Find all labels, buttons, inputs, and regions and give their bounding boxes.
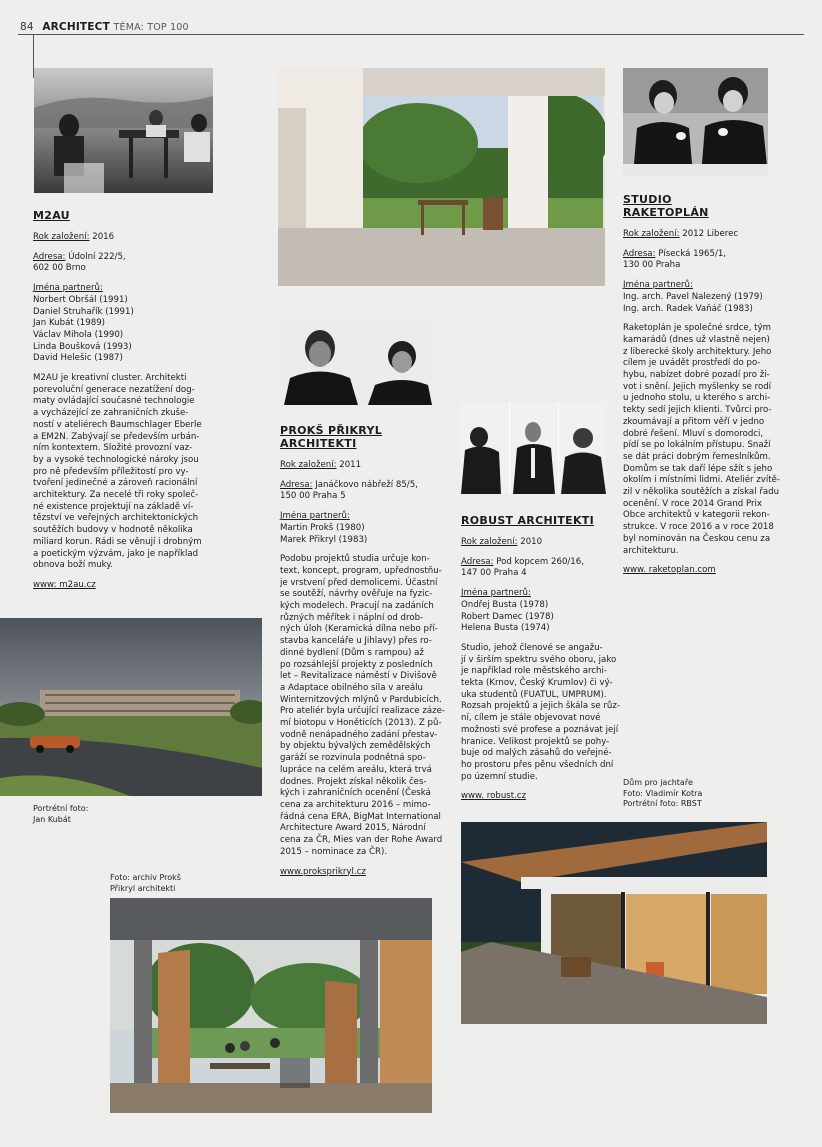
description-line: různých měřítek i náplní od drob- bbox=[280, 612, 424, 623]
partners-label: Jména partnerů: bbox=[280, 511, 350, 522]
partners-label: Jména partnerů: bbox=[33, 283, 103, 294]
website-link[interactable]: www.proksprikryl.cz bbox=[280, 866, 366, 877]
caption-line: Portrétní foto: bbox=[33, 804, 89, 813]
description-line: cena za ČR, Mies van der Rohe Award bbox=[280, 835, 443, 846]
description-line: možnosti své profese a poznávat její bbox=[461, 724, 619, 735]
partner-name: Helena Busta (1974) bbox=[461, 623, 550, 634]
studio-name-line: ARCHITEKTI bbox=[280, 437, 357, 450]
description-line: soutěžích budovy v hodnotě několika bbox=[33, 525, 193, 536]
address-label: Adresa: bbox=[461, 556, 494, 567]
description-line: Rozsah projektů a jejich škála se růz- bbox=[461, 701, 620, 712]
caption-line: Foto: Vladimír Kotra bbox=[623, 788, 703, 798]
proks-interior-photo bbox=[278, 68, 605, 286]
description-line: Architecture Award 2015, Národní bbox=[280, 823, 426, 834]
website-link[interactable]: www: m2au.cz bbox=[33, 579, 96, 590]
address-line: 147 00 Praha 4 bbox=[461, 568, 527, 579]
founded-label: Rok založení: bbox=[623, 229, 680, 239]
address-line: Písecká 1965/1, bbox=[658, 248, 727, 259]
section-title: TÉMA: TOP 100 bbox=[113, 22, 189, 33]
description-line: vot i snění. Jejich myšlenky se rodí bbox=[623, 381, 772, 392]
description-line: text, koncept, program, upřednostňu- bbox=[280, 565, 442, 576]
description-line: ných úloh (Keramická dílna nebo pří- bbox=[280, 624, 438, 635]
founded-label: Rok založení: bbox=[280, 460, 337, 470]
address-line: Pod kopcem 260/16, bbox=[496, 556, 584, 567]
address-block bbox=[623, 249, 808, 272]
founded-row bbox=[623, 229, 808, 241]
caption-line: Dům pro jachtaře bbox=[623, 778, 693, 787]
description-line: Studio, jehož členové se angažu- bbox=[461, 642, 603, 653]
founded-value: 2011 bbox=[339, 460, 362, 470]
description-line: cílem je uvádět prostředí do po- bbox=[623, 358, 761, 369]
description-line: ocenění. V roce 2014 Grand Prix bbox=[623, 498, 762, 509]
founded-label: Rok založení: bbox=[461, 537, 518, 547]
m2au-portrait-photo bbox=[34, 68, 213, 193]
partner-name: Daniel Struhařík (1991) bbox=[33, 306, 134, 317]
proks-photo-caption bbox=[110, 873, 181, 894]
description-line: u jednoho stolu, u kterého s archi- bbox=[623, 393, 771, 404]
founded-row bbox=[461, 537, 621, 549]
description-line: stavba kanceláře u Jihlavy) přes ro- bbox=[280, 636, 432, 647]
partner-name: Václav Mihola (1990) bbox=[33, 329, 124, 340]
founded-value: 2010 bbox=[520, 537, 543, 547]
founded-value: 2016 bbox=[92, 232, 115, 242]
partners-block bbox=[623, 280, 808, 315]
description-line: maty ovládající současné technologie bbox=[33, 396, 195, 407]
partner-name: Robert Damec (1978) bbox=[461, 611, 554, 622]
description-line: tvoření jedinečné a zároveň racionální bbox=[33, 478, 198, 489]
partners-label: Jména partnerů: bbox=[623, 280, 693, 291]
description-line: cena za architekturu 2016 – mimo- bbox=[280, 799, 431, 810]
studio-name-line: STUDIO bbox=[623, 193, 672, 206]
description-line: dodnes. Projekt získal několik čes- bbox=[280, 776, 427, 787]
address-line: 130 00 Praha bbox=[623, 260, 681, 271]
description-line: porevoluční generace nezatížení dog- bbox=[33, 384, 195, 395]
founded-value: 2012 Liberec bbox=[682, 229, 739, 239]
description-line: vodně nenápadného zadání přestav- bbox=[280, 729, 438, 740]
partners-label: Jména partnerů: bbox=[461, 588, 531, 599]
description-line: miliard korun. Rádi se věnují i drobným bbox=[33, 536, 202, 547]
description bbox=[280, 554, 460, 858]
description-line: a EM2N. Zabývají se především urbán- bbox=[33, 431, 200, 442]
proks-profile bbox=[280, 424, 460, 878]
address-label: Adresa: bbox=[623, 248, 656, 259]
description-line: pídí se po lokálním přístupu. Snaží bbox=[623, 440, 771, 451]
partners-block bbox=[280, 511, 460, 546]
partner-name: Jan Kubát (1989) bbox=[33, 318, 106, 329]
header-rule bbox=[18, 34, 804, 35]
description-line: a poetickým výzvám, jako je například bbox=[33, 548, 199, 559]
description-line: buje od malých zásahů do veřejné- bbox=[461, 748, 612, 759]
address-line: 602 00 Brno bbox=[33, 263, 86, 274]
description-line: Winternitzových mlýnů v Pardubicích. bbox=[280, 694, 442, 705]
description-line: a vycházející ze zahraničních zkuše- bbox=[33, 408, 189, 419]
description-line: řádná cena ERA, BigMat International bbox=[280, 811, 441, 822]
partner-name: Linda Boušková (1993) bbox=[33, 341, 132, 352]
description-line: by a vysoké technologické nároky jsou bbox=[33, 454, 199, 465]
caption-line: Přikryl architekti bbox=[110, 883, 176, 893]
description-line: se dát práci dobrým řemeslníkům. bbox=[623, 451, 771, 462]
raketoplan-profile bbox=[623, 193, 808, 577]
description-line: zkoumávají a přitom věří v jedno bbox=[623, 416, 765, 427]
address-line: 150 00 Praha 5 bbox=[280, 491, 346, 502]
description-line: byl nominován na Českou cenu za bbox=[623, 533, 771, 544]
description-line: ností v ateliérech Baumschlager Eberle bbox=[33, 419, 202, 430]
description-line: kamarádů (dnes už vlastně nejen) bbox=[623, 334, 770, 345]
address-line: Údolní 222/5, bbox=[68, 251, 126, 262]
description-line: ním kontextem. Složité provozní vaz- bbox=[33, 443, 193, 454]
description-line: obnova boží muky. bbox=[33, 560, 113, 571]
partner-name: Norbert Obršál (1991) bbox=[33, 294, 128, 305]
founded-row bbox=[33, 232, 223, 244]
description-line: M2AU je kreativní cluster. Architekti bbox=[33, 373, 187, 384]
description-line: né existence projektují na základě ví- bbox=[33, 501, 194, 512]
website-link[interactable]: www. raketoplan.com bbox=[623, 565, 716, 576]
studio-name: M2AU bbox=[33, 209, 70, 222]
description bbox=[33, 373, 223, 572]
partner-name: Marek Přikryl (1983) bbox=[280, 534, 368, 545]
description-line: strukce. V roce 2016 a v roce 2018 bbox=[623, 522, 774, 533]
partner-name: Ing. arch. Radek Vaňáč (1983) bbox=[623, 303, 753, 314]
robust-profile bbox=[461, 514, 621, 803]
description-line: Podobu projektů studia určuje kon- bbox=[280, 554, 430, 565]
page-header bbox=[20, 21, 189, 33]
description-line: 2015 – nominace za ČR). bbox=[280, 846, 388, 857]
robust-photo-caption bbox=[623, 778, 702, 810]
robust-house-photo bbox=[461, 822, 767, 1024]
description-line: po rozsáhlejší projekty z posledních bbox=[280, 659, 433, 670]
description-line: Obce architektů v kategorii rekon- bbox=[623, 510, 770, 521]
studio-name bbox=[280, 424, 460, 450]
magazine-name: ARCHITECT bbox=[42, 21, 110, 33]
partner-name: Ondřej Busta (1978) bbox=[461, 599, 549, 610]
description-line: architekturu. bbox=[623, 545, 679, 556]
caption-line: Portrétní foto: RBST bbox=[623, 799, 702, 808]
description-line: zil v několika soutěžích a získal řadu bbox=[623, 487, 780, 498]
description-line: tekta (Krnov, Český Krumlov) či vý- bbox=[461, 678, 613, 689]
description-line: ní, cílem je stále objevovat nové bbox=[461, 713, 601, 724]
description-line: jí v širším spektru svého oboru, jako bbox=[461, 654, 617, 665]
studio-name bbox=[623, 193, 808, 219]
description-line: je například role městského archi- bbox=[461, 666, 607, 677]
description-line: z liberecké školy architektury. Jeho bbox=[623, 346, 772, 357]
description-line: je vrstvení před demolicemi. Účastní bbox=[280, 577, 438, 588]
address-line: Janáčkovo nábřeží 85/5, bbox=[315, 479, 418, 490]
partner-name: Ing. arch. Pavel Nalezený (1979) bbox=[623, 291, 763, 302]
m2au-photo-caption bbox=[33, 804, 88, 825]
description-line: hranice. Velikost projektů se pohy- bbox=[461, 736, 610, 747]
address-block bbox=[33, 252, 223, 275]
founded-row bbox=[280, 460, 460, 472]
description-line: dinné bydlení (Dům s rampou) až bbox=[280, 647, 424, 658]
studio-name-line: RAKETOPLÁN bbox=[623, 206, 709, 219]
caption-line: Jan Kubát bbox=[33, 814, 71, 824]
description-line: po územní studie. bbox=[461, 771, 538, 782]
description-line: by objektu bývalých zemědělských bbox=[280, 741, 431, 752]
raketoplan-portrait-photo bbox=[623, 68, 768, 176]
description-line: tekty sedí jejich klienti. Tvůrci pro- bbox=[623, 405, 772, 416]
website-link[interactable]: www. robust.cz bbox=[461, 791, 527, 802]
description-line: let – Revitalizace náměstí v Divišově bbox=[280, 671, 437, 682]
description-line: architektury. Za necelé tři roky společ- bbox=[33, 490, 199, 501]
description-line: kých modelech. Pracují na zadáních bbox=[280, 601, 434, 612]
page-number: 84 bbox=[20, 21, 34, 33]
address-block bbox=[461, 557, 621, 580]
robust-portrait-photo bbox=[461, 402, 606, 494]
description-line: mí biotopu v Honěticích (2013). Z pů- bbox=[280, 718, 442, 729]
founded-label: Rok založení: bbox=[33, 232, 90, 242]
studio-name-line: PROKŠ PŘIKRYL bbox=[280, 424, 383, 437]
description bbox=[461, 643, 621, 783]
description-line: Domům se tak daří lépe sžít s jeho bbox=[623, 463, 773, 474]
description-line: ho prostoru přes pěnu všedních dní bbox=[461, 759, 614, 770]
description-line: lupráce na celém areálu, která trvá bbox=[280, 764, 432, 775]
address-block bbox=[280, 480, 460, 503]
proks-pavilion-photo bbox=[110, 898, 432, 1113]
description-line: uka studentů (FUATUL, UMPRUM). bbox=[461, 689, 607, 700]
studio-name: ROBUST ARCHITEKTI bbox=[461, 514, 594, 527]
proks-portrait-photo bbox=[280, 320, 432, 405]
description-line: se soutěží, návrhy ověřuje na fyzic- bbox=[280, 589, 433, 600]
description-line: dobré řešení. Mluví s domorodci, bbox=[623, 428, 764, 439]
description-line: Pro ateliér byla určující realizace záze- bbox=[280, 706, 445, 717]
address-label: Adresa: bbox=[33, 251, 66, 262]
description-line: okolím i místními lidmi. Ateliér zvítě- bbox=[623, 475, 781, 486]
description-line: garáží se rozvinula podnětná spo- bbox=[280, 753, 426, 764]
description-line: a Adaptace obilného sila v areálu bbox=[280, 682, 424, 693]
caption-line: Foto: archiv Prokš bbox=[110, 873, 181, 882]
m2au-profile bbox=[33, 209, 223, 592]
description bbox=[623, 323, 808, 557]
description-line: Raketoplán je společné srdce, tým bbox=[623, 323, 771, 334]
partner-name: David Helešic (1987) bbox=[33, 353, 123, 364]
partners-block bbox=[461, 588, 621, 635]
description-line: pro ně především příležitostí pro vy- bbox=[33, 466, 189, 477]
partner-name: Martin Prokš (1980) bbox=[280, 522, 365, 533]
description-line: kých i zahraničních ocenění (Česká bbox=[280, 788, 431, 799]
address-label: Adresa: bbox=[280, 479, 313, 490]
description-line: tězství ve veřejných architektonických bbox=[33, 513, 199, 524]
description-line: hybu, nabízet dobré pozadí pro ži- bbox=[623, 370, 770, 381]
m2au-project-render bbox=[0, 618, 262, 796]
partners-block bbox=[33, 283, 223, 365]
